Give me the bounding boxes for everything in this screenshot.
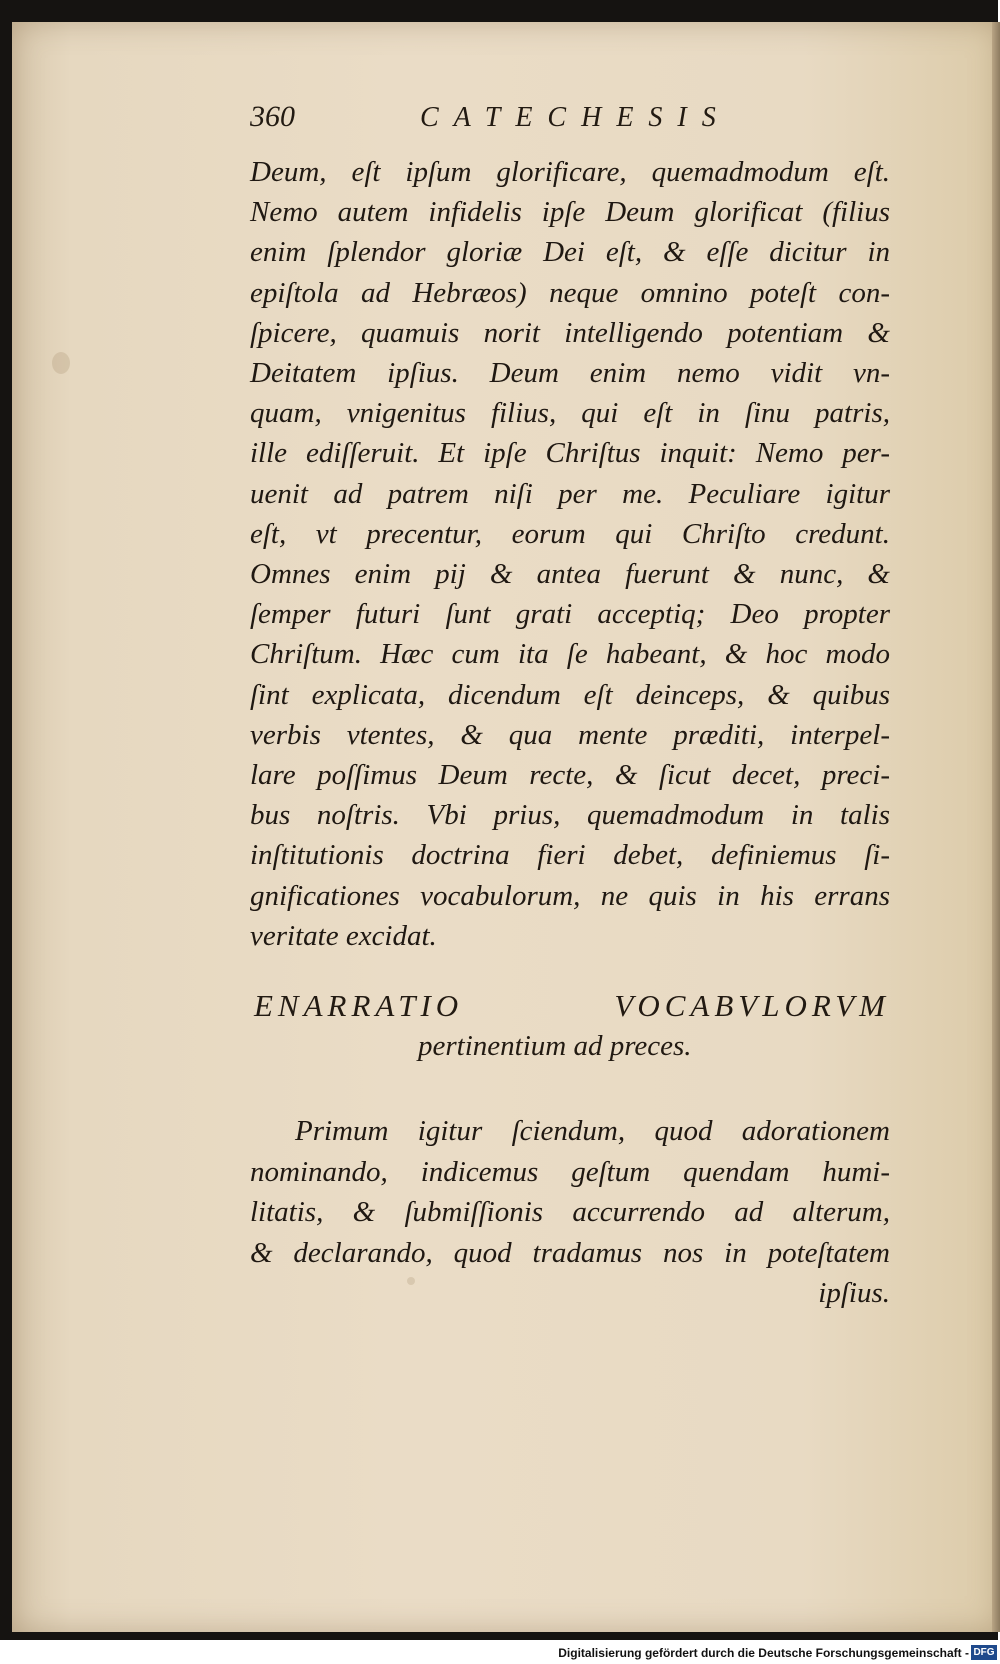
- section-heading: ENARRATIO VOCABVLORVM: [254, 988, 890, 1023]
- text-line: eſt, vt precentur, eorum qui Chriſto credunt.: [250, 517, 890, 550]
- dfg-logo: DFG: [971, 1645, 997, 1660]
- text-line: inſtitutionis doctrina fieri debet, definiemus ſi-: [250, 839, 890, 872]
- text-line: Deitatem ipſius. Deum enim nemo vidit vn-: [250, 357, 890, 390]
- text-line: verbis vtentes, & qua mente præditi, interpel-: [250, 718, 890, 751]
- text-line: Chriſtum. Hæc cum ita ſe habeant, & hoc modo: [250, 638, 890, 671]
- text-line: Primum igitur ſciendum, quod adorationem: [295, 1115, 890, 1147]
- main-text: [250, 152, 890, 956]
- paper-stain: [52, 352, 70, 374]
- text-line: lare poſſimus Deum recte, & ſicut decet, preci-: [250, 759, 890, 792]
- text-line: ſint explicata, dicendum eſt deinceps, & quibus: [250, 678, 890, 711]
- text-line: ſemper futuri ſunt grati acceptiq; Deo propter: [250, 598, 890, 631]
- page-edge: [992, 22, 1000, 1632]
- second-paragraph: [250, 1111, 890, 1314]
- text-line: enim ſplendor gloriæ Dei eſt, & eſſe dicitur in: [250, 236, 890, 269]
- text-line: epiſtola ad Hebræos) neque omnino poteſt con-: [250, 276, 890, 309]
- funding-credit: Digitalisierung gefördert durch die Deutsche Forschungsgemeinschaft -: [558, 1646, 969, 1660]
- text-line: Nemo autem infidelis ipſe Deum glorificat (filius: [250, 196, 890, 229]
- text-line: ille ediſſeruit. Et ipſe Chriſtus inquit: Nemo per-: [250, 437, 890, 470]
- text-line: nominando, indicemus geſtum quendam humi-: [250, 1155, 890, 1188]
- text-line: quam, vnigenitus filius, qui eſt in ſinu patris,: [250, 397, 890, 430]
- digitization-footer: [0, 1642, 1000, 1664]
- text-line: Deum, eſt ipſum glorificare, quemadmodum eſt.: [250, 156, 890, 188]
- page-number: 360: [250, 100, 295, 133]
- section-subheading: pertinentium ad preces.: [418, 1030, 692, 1062]
- running-title: CATECHESIS: [420, 102, 731, 133]
- text-line: bus noſtris. Vbi prius, quemadmodum in talis: [250, 799, 890, 832]
- text-line: ipſius.: [818, 1277, 890, 1309]
- text-line: ſpicere, quamuis norit intelligendo potentiam &: [250, 316, 890, 349]
- text-line: veritate excidat.: [250, 919, 437, 952]
- text-line: gnificationes vocabulorum, ne quis in his errans: [250, 879, 890, 912]
- text-line: Omnes enim pij & antea fuerunt & nunc, &: [250, 558, 890, 591]
- page-header: [250, 100, 770, 140]
- text-line: & declarando, quod tradamus nos in poteſtatem: [250, 1236, 890, 1269]
- text-line: uenit ad patrem niſi per me. Peculiare igitur: [250, 477, 890, 510]
- text-line: litatis, & ſubmiſſionis accurrendo ad alterum,: [250, 1196, 890, 1228]
